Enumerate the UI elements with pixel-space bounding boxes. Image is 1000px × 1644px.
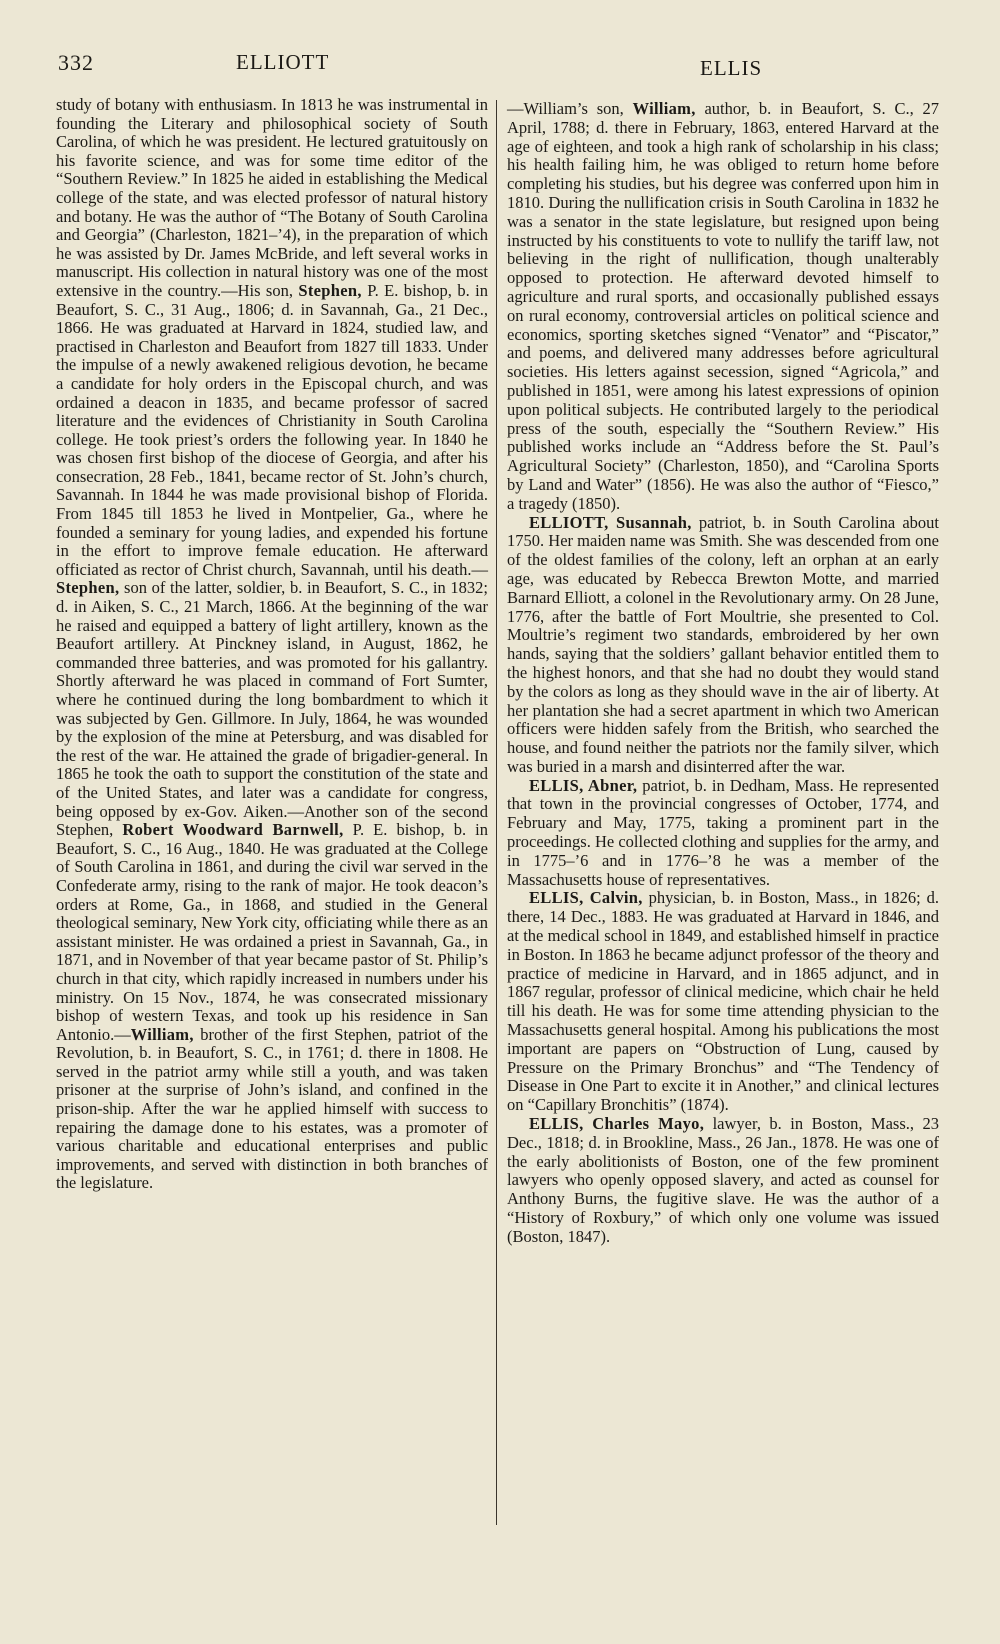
entry-text: son of the latter, soldier, b. in Beaufort, S. C., in 1832; d. in Aiken, S. C., 21 March, 1866. At the beginning of the war he raised and equipped a battery of light artillery, known as the Beaufort artillery. At Pinckney island, in August, 1862, he commanded three batteries, and was promoted for his gallantry. Shortly afterward he was placed in command of Fort Sumter, where he continued during the long bombardment to which it was subjected by Gen. Gillmore. In July, 1864, he was wounded by the explosion of the mine at Petersburg, and was disabled for the rest of the war. He attained the grade of brigadier-general. In 1865 he took the oath to support the constitution of the state and of the United States, and later was a candidate for congress, being opposed by ex-Gov. Aiken.—Another son of the second Stephen,: [56, 578, 488, 840]
entry-text: —William’s son,: [507, 99, 633, 118]
entry-name-william: William,: [130, 1024, 194, 1044]
entry-calvin-ellis: [507, 889, 939, 1115]
left-column: [56, 96, 488, 1193]
entry-name: ELLIS, Charles Mayo,: [529, 1114, 705, 1134]
entry-continuation: [507, 100, 939, 514]
entry-text: study of botany with enthusiasm. In 1813 he was instrumental in founding the Literary and philosophical society of South Carolina, of which he was president. He lectured gratuitously on his favorite science, and was for some time editor of the “Southern Review.” In 1825 he aided in establishing the Medical college of the state, and was elected professor of natural history and botany. He was the author of “The Botany of South Carolina and Georgia” (Charleston, 1821–’4), in the preparation of which he was assisted by Dr. James McBride, and left several works in manuscript. His collection in natural history was one of the most extensive in the country.—His son,: [56, 95, 488, 300]
entry-name: ELLIS, Calvin,: [529, 888, 643, 908]
entry-text: patriot, b. in South Carolina about 1750. Her maiden name was Smith. She was descended from one of the oldest families of the colony, left an orphan at an early age, was educated by Rebecca Brewton Motte, and married Barnard Elliott, a colonel in the Revolutionary army. On 28 June, 1776, after the battle of Fort Moultrie, she presented to Col. Moultrie’s regiment two standards, embroidered by her own hands, saying that the soldiers’ gallant behavior entitled them to the highest honors, and that she had no doubt they would stand by the colors as long as they should wave in the air of liberty. At her plantation she had a secret apartment in which two American officers were hidden safely from the British, who searched the house, and found neither the patriots nor the family silver, which was buried in a marsh and disinterred after the war.: [507, 512, 939, 776]
entry-abner-ellis: [507, 777, 939, 890]
entry-name-robert: Robert Woodward Barnwell,: [122, 820, 344, 840]
entry-text: brother of the first Stephen, patriot of the Revolution, b. in Beaufort, S. C., in 1761; d. there in 1808. He served in the patriot army while still a youth, and was taken prisoner at the surprise of John’s island, and confined in the prison-ship. After the war he applied himself with success to repairing the damage done to his estates, was a promoter of various charitable and educational enterprises and public improvements, and served with distinction in both branches of the legislature.: [56, 1024, 488, 1193]
entry-continuation: [56, 96, 488, 1193]
page-number: 332: [58, 50, 94, 75]
entry-name: ELLIOTT, Susannah,: [529, 512, 692, 532]
right-running-head: ELLIS: [700, 56, 763, 80]
column-divider: [496, 100, 497, 1525]
entry-text: physician, b. in Boston, Mass., in 1826; d. there, 14 Dec., 1883. He was graduated at Harvard in 1846, and at the medical school in 1849, and established himself in practice in Boston. In 1863 he became adjunct professor of the theory and practice of medicine in Harvard, and in 1865 adjunct, and in 1867 regular, professor of clinical medicine, which chair he held till his death. He was for some time attending physician to the Massachusetts general hospital. Among his publications the most important are papers on “Obstruction of Lung, caused by Pressure on the Primary Bronchus” and “The Tendency of Disease in One Part to excite it in Another,” and clinical lectures on “Capillary Bronchitis” (1874).: [507, 888, 939, 1115]
entry-text: P. E. bishop, b. in Beaufort, S. C., 31 Aug., 1806; d. in Savannah, Ga., 21 Dec., 1866. He was graduated at Harvard in 1824, studied law, and practised in Charleston and Beaufort from 1827 till 1833. Under the impulse of a newly awakened religious devotion, he became a candidate for holy orders in the Episcopal church, and was ordained a deacon in 1835, and became professor of sacred literature and the evidences of Christianity in South Carolina college. He took priest’s orders the following year. In 1840 he was chosen first bishop of the diocese of Georgia, and after his consecration, 28 Feb., 1841, became rector of St. John’s church, Savannah. In 1844 he was made provisional bishop of Florida. From 1845 till 1853 he lived in Montpelier, Ga., where he founded a seminary for young ladies, and expended his fortune in the effort to improve female education. He afterward officiated as rector of Christ church, Savannah, until his death.—: [56, 280, 488, 579]
left-running-head: ELLIOTT: [236, 50, 330, 74]
entry-name-william-author: William,: [632, 99, 696, 118]
entry-name: ELLIS, Abner,: [529, 775, 638, 795]
entry-susannah-elliott: [507, 514, 939, 777]
right-column: [507, 100, 939, 1247]
entry-text: author, b. in Beaufort, S. C., 27 April, 1788; d. there in February, 1863, entered Harvard at the age of eighteen, and took a high rank of scholarship in his class; his health failing him, he was obliged to return home before completing his studies, but his degree was conferred upon him in 1810. During the nullification crisis in South Carolina in 1832 he was a senator in the state legislature, but resigned upon being instructed by his constituents to vote to nullify the tariff law, not believing in the right of nullification, though unalterably opposed to protection. He afterward devoted himself to agriculture and rural sports, and occasionally published essays on rural economy, controversial articles on political science and economics, sporting sketches signed “Venator” and “Piscator,” and poems, and delivered many addresses before agricultural societies. His letters against secession, signed “Agricola,” and published in 1851, were among his latest expressions of opinion upon political subjects. He contributed largely to the periodical press of the south, especially the “Southern Review.” His published works include an “Address before the St. Paul’s Agricultural Society” (Charleston, 1850), and “Carolina Sports by Land and Water” (1856). He was also the author of “Fiesco,” a tragedy (1850).: [507, 99, 940, 513]
entry-text: lawyer, b. in Boston, Mass., 23 Dec., 1818; d. in Brookline, Mass., 26 Jan., 1878. He was one of the early abolitionists of Boston, one of the few prominent lawyers who openly opposed slavery, and acted as counsel for Anthony Burns, the fugitive slave. He was the author of a “History of Roxbury,” of which only one volume was issued (Boston, 1847).: [507, 1114, 939, 1246]
entry-name-stephen: Stephen,: [298, 280, 362, 300]
entry-name-stephen-soldier: Stephen,: [56, 578, 120, 598]
entry-text: P. E. bishop, b. in Beaufort, S. C., 16 Aug., 1840. He was graduated at the College of South Carolina in 1861, and during the civil war served in the Confederate army, rising to the rank of major. He took deacon’s orders at Rome, Ga., in 1868, and studied in the General theological seminary, New York city, officiating while there as an assistant minister. He was ordained a priest in Savannah, Ga., in 1871, and in November of that year became pastor of St. Philip’s church in that city, which rapidly increased in numbers under his ministry. On 15 Nov., 1874, he was consecrated missionary bishop of western Texas, and took up his residence in San Antonio.—: [56, 820, 488, 1044]
entry-charles-mayo-ellis: [507, 1115, 939, 1247]
entry-text: patriot, b. in Dedham, Mass. He represented that town in the provincial congresses of October, 1774, and February and May, 1775, taking a prominent part in the proceedings. He collected clothing and supplies for the army, and in 1775–’6 and in 1776–’8 he was a member of the Massachusetts house of representatives.: [507, 775, 939, 889]
